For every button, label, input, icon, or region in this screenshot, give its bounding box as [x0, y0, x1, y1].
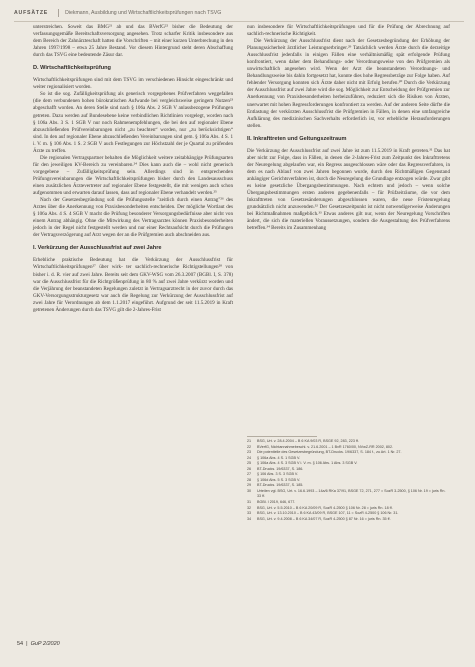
footnote: 21 BSG, Urt. v. 28.4.2004 – B 6 KA 9/03 R, BSGE 92, 283, 223 ff.: [247, 439, 359, 443]
footnote: 27 § 106 Abs. 3 S. 3 SGB V.: [247, 472, 299, 477]
section-heading-ii: II. Inkrafttreten und Geltungszeitraum: [247, 135, 347, 142]
header-divider: [58, 9, 59, 17]
footnote: 26 BT-Drucks. 19/6337, S. 186.: [247, 466, 304, 471]
paragraph: Die Verkürzung der Ausschlussfrist auf zwei Jahre ist zum 11.5.2019 in Kraft getreten.³¹ Das hat aber nicht zur Folge, dass in Fällen, in denen die 2-Jahres-Frist zum Zeitpunkt des Inkrafttretens der Neuregelung abgelaufen war, ein Regress ausgeschlossen wäre oder das Regressverfahren, in dem es nach Ablauf von zwei Jahren begonnen wurde, durch den Richtmäßigen Gegenstand anhängiger Gerichtsverfahren ist, durch die Neuregelung die Grundlage entzogen würde. Zwar gibt es keine gesetzliche Übergangsbestimmungen. Nach echtem und jedoch – wenn solche Übergangsbestimmungen ersten anderen gegebenenfalls – für Prüfzeiträume, die vor dem Inkrafttreten von Gesetzesänderungen abgeschlossen waren, die neue Fristenregelung grundsätzlich nicht anzuwenden.³² Der Gesetzeszeitpunkt ist nicht notwendigerweise Änderungen bei Richtmaßnahmen maßgeblich.³³ Etwas anderes gilt nur, wenn der Neuregelung Vorschriften ändert, die sich die materiellen Voraussetzungen, sondern die Ausgestaltung des Prüfverfahrens betreffen.³⁴ Bereits im Zusammenhang: [247, 147, 450, 232]
header-rule: [14, 21, 464, 22]
footnote-rule: [247, 436, 317, 437]
paragraph: nun insbesondere für Wirtschaftlichkeitsprüfungen und für die Prüfung der Abrechnung auf sachlich-rechnerische Richtigkeit.: [247, 24, 450, 38]
paragraph: Nach der Gesetzesbegründung soll die Prüfungsstelle "zeitlich durch einen Antrag"²⁶ des Arztes über die Anerkennung von Praxisbesonderheiten entscheiden. Der mögliche Wortlaut des § 106a Abs. 4 S. 4 SGB V macht die Prüfung besonderer Versorgungsbedürfnisse aber nicht von einem Antrag abhängig. Ohne die Mitwirkung des Vertragsarztes können Praxisbesonderheiten jedoch in der Regel nicht festgestellt werden und nur einer Rechtsaufsicht durch die Prüfungen der Vertragsverzögerung auf Arzt wegen der an die Prüfgremien auch abschneiden aus.: [33, 197, 233, 239]
footnote: 28 § 106d Abs. 5 S. 3 SGB V.: [247, 477, 301, 482]
footnote: 31 BGBl. I 2019, 646, 677.: [247, 500, 296, 505]
footnote: 32 BSG, Urt. v. 5.5.2010 – B 6 KA 20/09 R, SozR 4-2500 § 106 Nr. 28 = juris Rn. 18 ff.: [247, 505, 393, 510]
journal-issue: GuP 2/2020: [30, 641, 60, 647]
paragraph: Erhebliche praktische Bedeutung hat die Verkürzung der Ausschlussfrist für Wirtschaftlichkeitsprüfungen²⁷ über wirk- ter sachlich-rechnerische Richtigstellungen²⁸ von bisher i. d. R. vier auf zwei Jahre. Bereits seit dem GKV-WSG vom 26.3.2007 (BGBl. I, S. 378) war die Ausschlussfrist für die Richtgrößenprüfung in 80 % auf zwei Jahre verkürzt worden und die Verjährung der beanstandeten Regelungen zuletzt in Vertragsarztrecht in der zuvor durch das GKV-Versorgungsstrukturgesetz war auch die Regelung zur Verkürzung der Ausschlussfrist auf zwei Jahre für Verordnungen ab dem 1.1.2017 eingeführt. Aufgrund der seit 11.5.2019 in Kraft getretenen Änderungen durch das TSVG gilt die 2-Jahres-Frist: [33, 257, 233, 313]
footnote: 22 BVerfG, Nichtannahmebeschl. v. 21.6.2001 – 1 BvR 1760/00, NVwZ-RR 2002, 802.: [247, 444, 394, 449]
paragraph: Die regionalen Vertragspartner behalten die Möglichkeit weitere zeitabhängige Prüfungsarten für den jeweiligen KV-Bereich zu vereinbaren.²⁴ Dies kann auch die – wohl nicht generisch vorgegebene – Zufälligkeitsprüfung sein. Allerdings sind in entsprechenden Prüfungsvereinbarungen die Wirtschaftlichkeitsprüfungen bisher durch den Landesausschuss einen zusätzlichen Ärztevertreter auf regionaler Ebene festgestellt, die mit wenigen auch schon aufgenommen und erwarten darauf lassen, dass auf regionaler Ebene verhandelt werden.²⁵: [33, 154, 233, 197]
footnote: 25 § 106a Abs. 4 S. 3 SGB V i. V. m. § 106 Abs. 1 Abs. 3 SGB V.: [247, 461, 358, 466]
paragraph: unterstreichen. Soweit das BMG²¹ ab und das BVerfG²² bisher die Bedeutung der verfassungsgemäße Bereitschaftsversorgung angesehen. Trotz scharfer Kritik insbesondere aus dem Bereich der Zahnärzteschaft hatten die Vorschriften – mit einer kurzen Unterbrechung in den Jahren 1997/1998 – etwa 25 Jahre Bestand. Vor diesem Hintergrund steht deren Abschaffung durch das TSVG eine bedeutende Zäsur dar.: [33, 24, 233, 59]
footnote: 34 BSG, Urt. v. 9.4.2008 – B 6 KA 34/07 R, SozR 4-2500 § 87 Nr. 16 = juris Rn. 35 ff.: [247, 516, 391, 521]
footer-separator: |: [26, 641, 28, 647]
page-footer: [17, 641, 60, 647]
section-kicker: AUFSÄTZE: [14, 10, 49, 16]
footnote: 33 BSG, Urt. v. 13.10.2010 – B 6 KA 43/09 R, BSGE 107, 11 = SozR 4-2500 § 106 Nr. 31.: [247, 511, 399, 516]
left-column: [33, 24, 233, 314]
right-column: [247, 24, 450, 232]
paragraph: Die Verkürzung der Ausschlussfrist dient nach der Gesetzesbegründung der Erhöhung der Planungssicherheit ärztlicher Leistungserbringer.²⁹ Tatsächlich werden Ärzte durch die derzeitige Ausschlussfrist jedenfalls in einigen Fällen eine verhältnismäßig spät erfolgende Prüfung konfrontiert, wenn daher dem Behandlungs- oder Verordnungsweise von den Prüfgremien als unwirtschaftlich angesehen wird. Wenn der Arzt die beanstandeten Verordnungs- und Behandlungsweise bis dahin fortgesetzt hat, konnte dies hohe Regressbeträge zur Folge haben. Auf fehlender Versorgung konnten sich Ärzte daher nicht mit Erfolg berufen.³⁰ Durch die Verkürzung der Ausschlussfrist auf zwei Jahre wird die sog. Möglichkeit zur Entscheidung der Prüfgremien zur Anerkennung von Praxisbesonderheiten herbeizuführen, reduziert sich die Risiken von Ärzten, unerwartet mit hohen Regressforderungen konfrontiert zu werden. Auf der anderen Seite dürfte die Entlastung der verkürzten Ausschlussfrist die Prüfgremien in Fällen, in denen eine umfangreiche Aufklärung des medizinischen Sachverhalts erforderlich ist, vor erhebliche Herausforderungen stellen.: [247, 38, 450, 129]
running-header: [14, 6, 464, 20]
footnote: 24 § 106a Abs. 4 S. 1 SGB V.: [247, 455, 301, 460]
section-heading-d: D. Wirtschaftlichkeitsprüfung: [33, 65, 111, 72]
footnote: 30 Urteilen vgl. BSG, Urt. v. 16.6.1993 – 14a/6 RKa 37/91, BSGE 72, 271, 277 = SozR 3-2500, § 106 Nr. 19 = juris Rn. 33 ff.: [247, 488, 446, 499]
footnote: 23 Die potentielle des Gesetzesbegründung, BT-Drucks. 19/6337, S. 184 f., zu Art. 1 Nr. 27.: [247, 450, 402, 455]
paragraph: So ist die sog. Zufälligkeitsprüfung als generisch vorgegebenes Prüfverfahren weggefallen (die dem verbundenen hohen bürokratischen Aufwande bei vergleichsweise geringem Nutzen²³ abgeschafft worden. An deren Stelle sind nach § 106a Abs. 2 SGB V anlassbezogene Prüfungen getreten. Dazu werden auf Bundesebene keine verbindlichen Richtlinien vorgelegt, worden nach § 106a Abs. 3 S. 1 SGB V nur noch Rahmenempfehlungen, die bei den auf regionaler Ebene abzuschließenden Prüfvereinbarungen nicht „zu beachten“ worden, nur „zu berücksichtigen“ sind. In den auf regionaler Ebene abzuschließenden Vereinbarungen sind gem. § 106a Abs. 4 S. 1 i. V. m. § 106 Abs. 1 S. 2 SGB V auch Festlegungen zur Höchstzahl der je Quartal zu prüfenden Ärzte zu treffen.: [33, 91, 233, 154]
section-heading-i: I. Verkürzung der Ausschlussfrist auf zwei Jahre: [33, 245, 162, 252]
page-number: 54: [17, 641, 24, 647]
footnote: 29 BT-Drucks. 19/6337, S. 185.: [247, 483, 304, 488]
running-title: Diekmann, Ausbildung und Wirtschaftlichkeitsprüfungen nach TSVG: [65, 10, 222, 16]
paragraph: Wirtschaftlichkeitsprüfungen sind mit dem TSVG im verschiedenen Hinsicht eingeschränkt und weiter regionalisiert worden.: [33, 77, 233, 91]
footnotes: [247, 439, 450, 522]
